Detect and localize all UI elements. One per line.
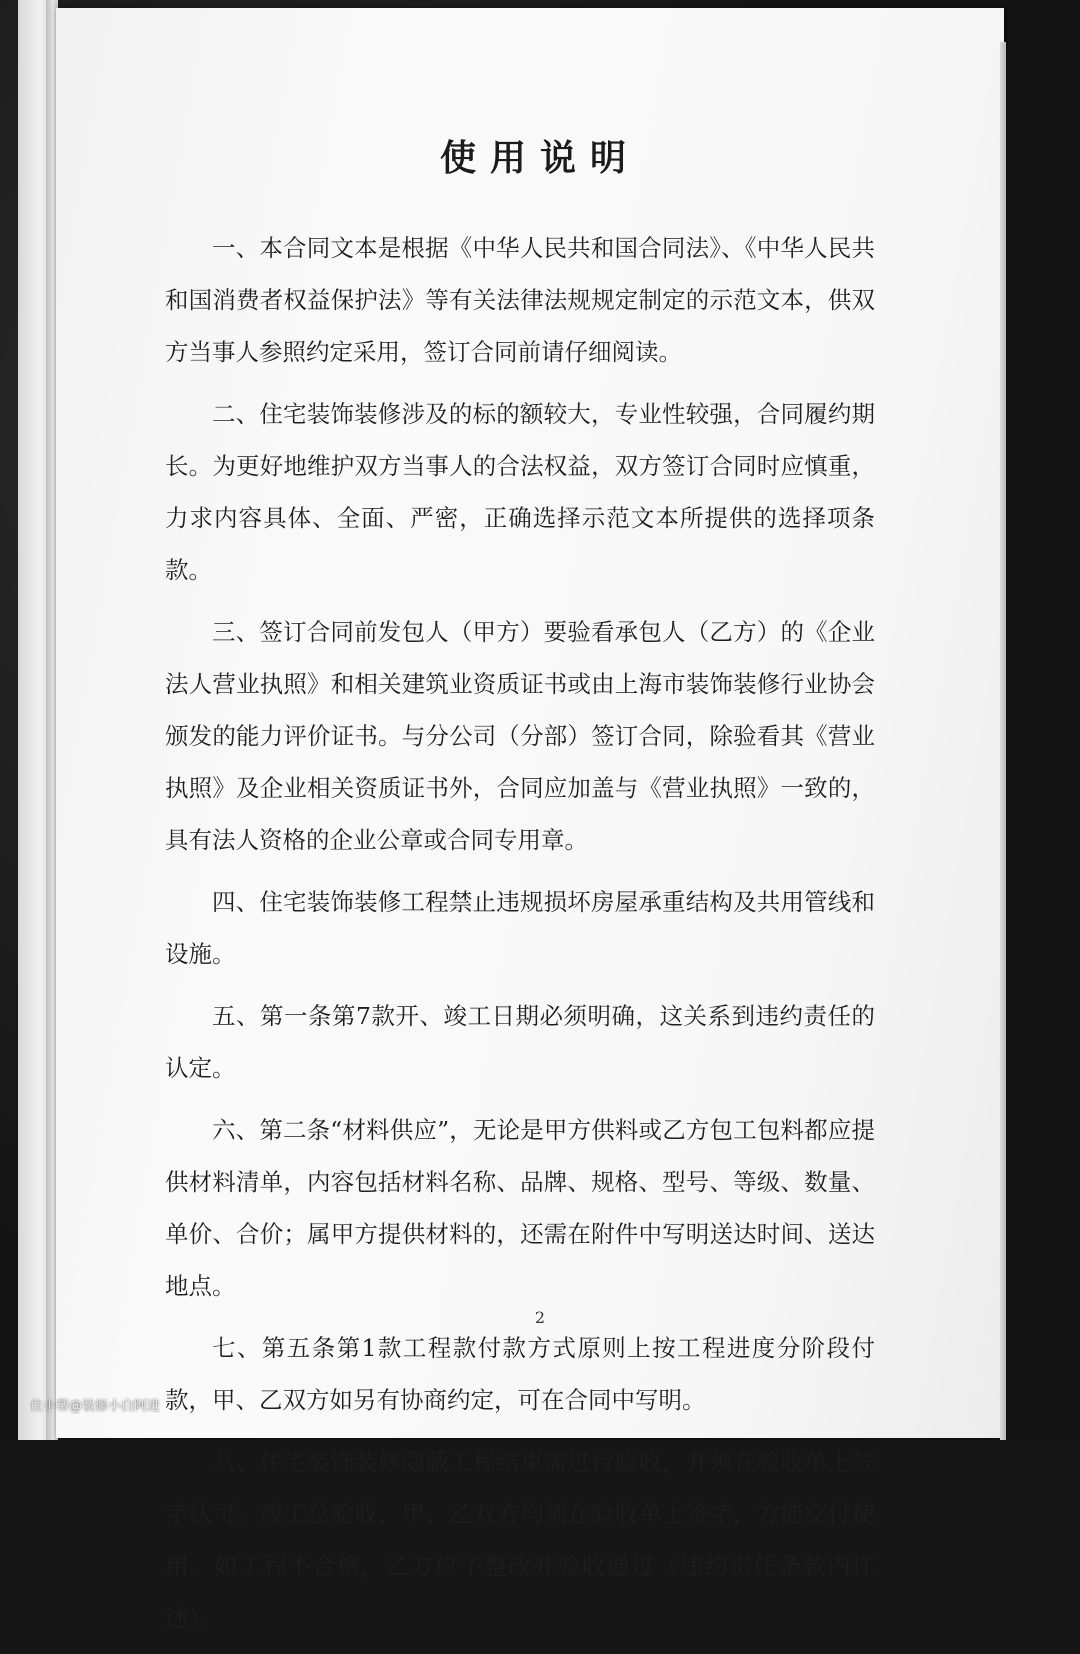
page-title: 使用说明 (439, 137, 640, 179)
page-stack-edge (46, 0, 54, 1440)
instruction-paragraph-8: 八、住宅装饰装修隐蔽工程结束需进行验收，并须在验收单上签字认可。竣工总验收，甲、乙双方均须在验收单上签字，方能交付使用。如工程不合格，乙方应予整改并验收通过（违约责任条款内详述）。 (165, 1448, 875, 1632)
instruction-paragraph-1: 一、本合同文本是根据《中华人民共和国合同法》、《中华人民共和国消费者权益保护法》等有关法律法规规定制定的示范文本，供双方当事人参照约定采用，签订合同前请仔细阅读。 (165, 234, 875, 366)
instruction-paragraph-7: 七、第五条第1款工程款付款方式原则上按工程进度分阶段付款，甲、乙双方如另有协商约定，可在合同中写明。 (165, 1334, 875, 1414)
watermark-text: 住小帮@装修小白阿进 (30, 1399, 161, 1414)
instruction-paragraph-3: 三、签订合同前发包人（甲方）要验看承包人（乙方）的《企业法人营业执照》和相关建筑业资质证书或由上海市装饰装修行业协会颁发的能力评价证书。与分公司（分部）签订合同，除验看其《营业执照》及企业相关资质证书外，合同应加盖与《营业执照》一致的，具有法人资格的企业公章或合同专用章。 (165, 618, 875, 854)
instruction-paragraph-6: 六、第二条“材料供应”，无论是甲方供料或乙方包工包料都应提供材料清单，内容包括材料名称、品牌、规格、型号、等级、数量、单价、合价；属甲方提供材料的，还需在附件中写明送达时间、送达地点。 (165, 1116, 875, 1300)
page-right-edge (1000, 42, 1006, 1440)
instruction-body (165, 222, 875, 1654)
instruction-paragraph-4: 四、住宅装饰装修工程禁止违规损坏房屋承重结构及共用管线和设施。 (165, 888, 875, 968)
instruction-paragraph-2: 二、住宅装饰装修涉及的标的额较大，专业性较强，合同履约期长。为更好地维护双方当事人的合法权益，双方签订合同时应慎重，力求内容具体、全面、严密，正确选择示范文本所提供的选择项条款。 (165, 400, 875, 584)
page-number: 2 (534, 1308, 546, 1327)
instruction-paragraph-5: 五、第一条第7款开、竣工日期必须明确，这关系到违约责任的认定。 (165, 1002, 875, 1082)
